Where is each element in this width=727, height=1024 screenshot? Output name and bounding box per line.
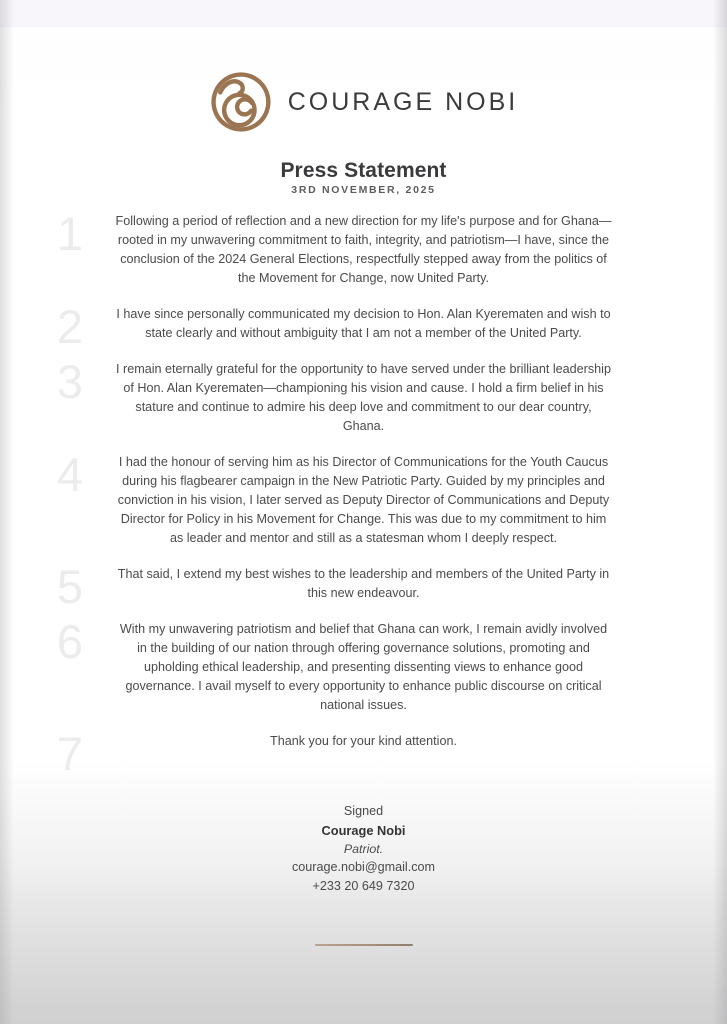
block-text: I remain eternally grateful for the opportunity to have served under the brilliant leadership of Hon. Alan Kyerematen—championing his vision and cause. I hold a firm belief in his stature and continue to admire his deep love and commitment to our dear country, Ghana. <box>116 362 611 433</box>
block-number: 5 <box>56 560 84 613</box>
statement-block <box>0 207 727 288</box>
footer-divider <box>315 944 413 946</box>
statement-body <box>0 207 727 780</box>
signatory-role: Patriot. <box>343 841 384 856</box>
statement-block <box>0 560 727 613</box>
brand-wordmark: COURAGE NOBI <box>287 87 519 116</box>
block-number: 3 <box>56 355 84 408</box>
block-text: I had the honour of serving him as his Director of Communications for the Youth Caucus during his flagbearer campaign in the New Patriotic Party. Guided by my principles and conviction in his vision, I later served as Deputy Director of Communications and Deputy Director for Policy in his Movement for Change. This was due to my commitment to him as leader and mentor and still as a statesman whom I deeply respect. <box>117 455 610 545</box>
block-number: 1 <box>56 207 84 260</box>
signed-label: Signed <box>343 804 384 818</box>
block-number: 6 <box>56 615 84 668</box>
block-text: Thank you for your kind attention. <box>270 734 457 748</box>
block-number: 7 <box>56 727 84 780</box>
block-text: That said, I extend my best wishes to the leadership and members of the United Party in this new endeavour. <box>117 567 610 600</box>
block-text: With my unwavering patriotism and belief that Ghana can work, I remain avidly involved in the building of our nation through offering governance solutions, promoting and upholding ethical leadership, and presenting dissenting views to enhance good governance. I avail myself to every opportunity to enhance public discourse on critical national issues. <box>119 622 608 712</box>
signature-block <box>0 802 727 895</box>
block-text: Following a period of reflection and a new direction for my life's purpose and for Ghana—rooted in my unwavering commitment to faith, integrity, and patriotism—I have, since the conclusion of the 2024 General Elections, respectfully stepped away from the politics of the Movement for Change, now United Party. <box>115 214 612 285</box>
block-text: I have since personally communicated my decision to Hon. Alan Kyerematen and wish to state clearly and without ambiguity that I am not a member of the United Party. <box>116 307 611 340</box>
statement-block <box>0 448 727 548</box>
statement-block <box>0 727 727 780</box>
statement-date: 3RD NOVEMBER, 2025 <box>291 184 436 196</box>
block-number: 2 <box>56 300 84 353</box>
statement-block <box>0 355 727 436</box>
spiral-monogram-icon <box>209 70 273 134</box>
page-title: Press Statement <box>280 159 447 182</box>
statement-block <box>0 615 727 715</box>
signatory-email[interactable]: courage.nobi@gmail.com <box>292 860 435 875</box>
signatory-phone[interactable]: +233 20 649 7320 <box>312 878 415 893</box>
signatory-name: Courage Nobi <box>321 822 406 838</box>
page-top-band <box>0 0 727 27</box>
statement-block <box>0 300 727 353</box>
brand-header <box>0 70 727 134</box>
block-number: 4 <box>56 448 84 501</box>
